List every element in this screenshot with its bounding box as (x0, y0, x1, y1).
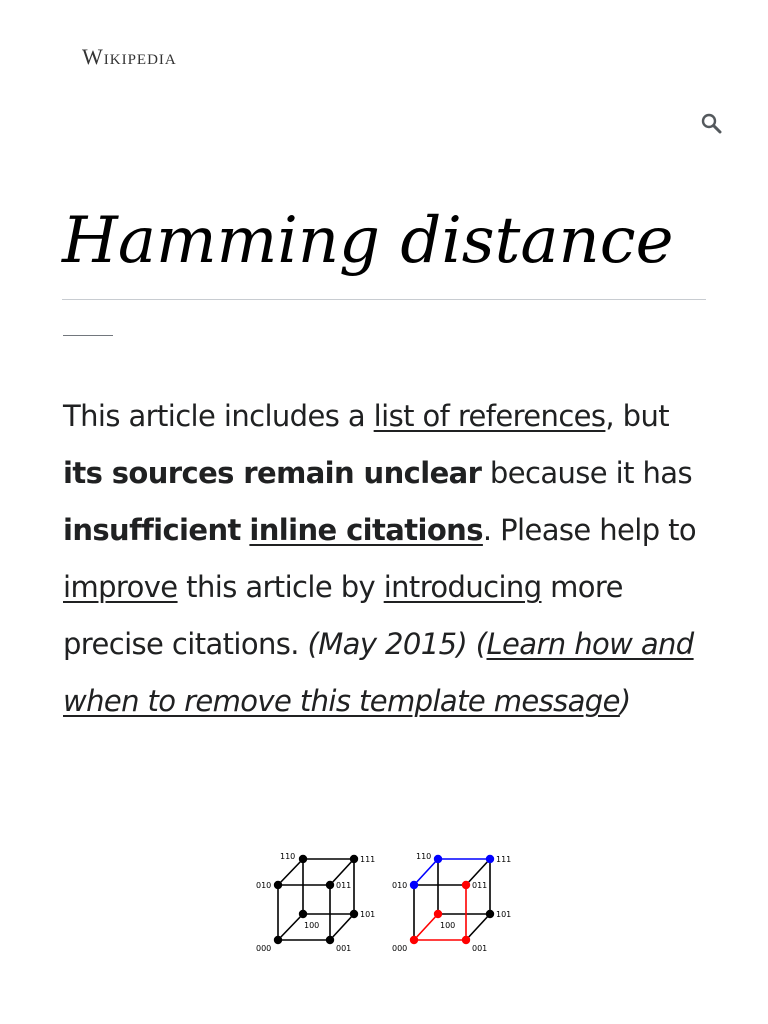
vertex-110 (434, 855, 442, 863)
hamming-cubes-svg (252, 848, 516, 956)
label-001: 001 (472, 944, 488, 953)
introducing-link[interactable]: introducing (383, 570, 542, 604)
notice-text: This article includes a (63, 399, 374, 433)
label-101: 101 (496, 910, 512, 919)
label-101: 101 (360, 910, 376, 919)
vertex-010 (410, 881, 418, 889)
list-of-references-link[interactable]: list of references (373, 399, 606, 433)
vertex-110 (299, 855, 307, 863)
vertex-011 (326, 881, 334, 889)
vertex-100 (299, 910, 307, 918)
label-000: 000 (392, 944, 408, 953)
label-100: 100 (304, 921, 320, 930)
vertex-011 (462, 881, 470, 889)
notice-text: more precise citations. (63, 570, 623, 661)
learn-remove-template-link[interactable]: Learn how and when to remove this template message (63, 627, 694, 718)
label-011: 011 (336, 881, 352, 890)
notice-bold-text: insufficient (63, 513, 241, 547)
vertex-101 (486, 910, 494, 918)
vertex-000 (274, 936, 282, 944)
vertex-001 (462, 936, 470, 944)
label-010: 010 (256, 881, 272, 890)
label-010: 010 (392, 881, 408, 890)
notice-bold-text: its sources remain unclear (63, 456, 482, 490)
search-button[interactable] (696, 108, 728, 140)
label-000: 000 (256, 944, 272, 953)
label-100: 100 (440, 921, 456, 930)
notice-date: (May 2015) (307, 627, 468, 661)
notice-text: this article by (177, 570, 384, 604)
notice-text: ) (619, 684, 631, 718)
page-title: Hamming distance (62, 204, 674, 278)
vertex-001 (326, 936, 334, 944)
inline-citations-link[interactable]: inline citations (249, 513, 483, 547)
label-111: 111 (360, 855, 376, 864)
notice-text: ( (467, 627, 487, 661)
label-011: 011 (472, 881, 488, 890)
label-110: 110 (280, 852, 296, 861)
vertex-010 (274, 881, 282, 889)
search-icon (696, 108, 728, 140)
section-divider (63, 335, 113, 336)
citation-notice (63, 388, 703, 730)
vertex-000 (410, 936, 418, 944)
vertex-101 (350, 910, 358, 918)
label-001: 001 (336, 944, 352, 953)
label-111: 111 (496, 855, 512, 864)
notice-text: , but (605, 399, 670, 433)
notice-text: . Please help to (482, 513, 697, 547)
vertex-111 (350, 855, 358, 863)
cube-left-labels (256, 852, 375, 953)
title-divider (62, 299, 706, 300)
hamming-cube-figure[interactable] (252, 848, 516, 956)
vertex-100 (434, 910, 442, 918)
notice-text: because it has (481, 456, 692, 490)
improve-link[interactable]: improve (63, 570, 178, 604)
header (0, 0, 768, 160)
label-110: 110 (416, 852, 432, 861)
wikipedia-logo[interactable]: Wikipedia (82, 44, 177, 69)
vertex-111 (486, 855, 494, 863)
cube-right-labels (392, 852, 511, 953)
